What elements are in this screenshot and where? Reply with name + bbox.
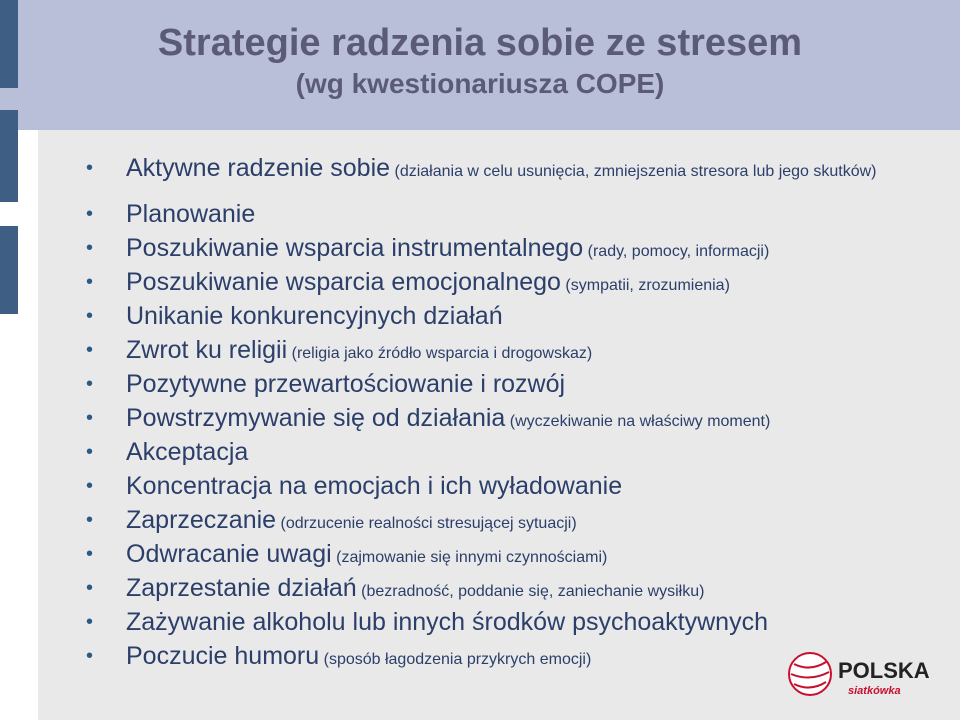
item-note: (zajmowanie się innymi czynnościami) xyxy=(336,549,608,566)
slide-title xyxy=(0,20,960,102)
item-main: Zaprzestanie działań xyxy=(126,574,357,602)
item-note: (działania w celu usunięcia, zmniejszenia stresora lub jego skutków) xyxy=(394,163,877,180)
list-item xyxy=(86,299,886,333)
item-note: (bezradność, poddanie się, zaniechanie wysiłku) xyxy=(361,583,705,600)
item-note: (odrzucenie realności stresującej sytuacji) xyxy=(280,515,577,532)
list-item xyxy=(86,265,886,299)
item-main: Planowanie xyxy=(126,200,256,228)
bullet-icon: • xyxy=(86,271,94,293)
slide-title-line2: (wg kwestionariusza COPE) xyxy=(295,68,665,99)
bullet-icon: • xyxy=(86,509,94,531)
list-item xyxy=(86,469,886,503)
list-item xyxy=(86,435,886,469)
item-main: Zażywanie alkoholu lub innych środków psychoaktywnych xyxy=(126,608,768,636)
item-main: Poczucie humoru xyxy=(126,642,320,670)
logo-main-text: POLSKA xyxy=(838,658,930,683)
item-main: Unikanie konkurencyjnych działań xyxy=(126,302,503,330)
item-note: (sposób łagodzenia przykrych emocji) xyxy=(323,651,592,668)
list-item xyxy=(86,503,886,537)
list-item xyxy=(86,367,886,401)
bullet-icon: • xyxy=(86,237,94,259)
bullet-icon: • xyxy=(86,475,94,497)
logo-sub-text: siatkówka xyxy=(848,685,901,697)
item-main: Zwrot ku religii xyxy=(126,336,288,364)
item-note: (religia jako źródło wsparcia i drogowskaz) xyxy=(291,345,593,362)
side-bar-segment xyxy=(0,110,18,202)
list-item xyxy=(86,537,886,571)
volleyball-logo-icon xyxy=(786,648,950,700)
item-main: Aktywne radzenie sobie xyxy=(126,154,391,182)
slide-title-line1: Strategie radzenia sobie ze stresem xyxy=(157,22,803,64)
list-item xyxy=(86,197,886,231)
item-main: Poszukiwanie wsparcia instrumentalnego xyxy=(126,234,584,262)
item-note: (wyczekiwanie na właściwy moment) xyxy=(509,413,771,430)
list-item xyxy=(86,156,886,184)
list-item xyxy=(86,639,886,673)
item-main: Akceptacja xyxy=(126,438,249,466)
item-main: Zaprzeczanie xyxy=(126,506,277,534)
item-note: (sympatii, zrozumienia) xyxy=(565,277,730,294)
bullet-icon: • xyxy=(86,611,94,633)
list-item xyxy=(86,231,886,265)
bullet-icon: • xyxy=(86,339,94,361)
strategy-list xyxy=(86,156,886,673)
item-main: Koncentracja na emocjach i ich wyładowanie xyxy=(126,472,623,500)
bullet-icon: • xyxy=(86,441,94,463)
bullet-icon: • xyxy=(86,305,94,327)
bullet-icon: • xyxy=(86,407,94,429)
list-item xyxy=(86,401,886,435)
bullet-icon: • xyxy=(86,577,94,599)
bullet-icon: • xyxy=(86,543,94,565)
bullet-icon: • xyxy=(86,373,94,395)
item-main: Poszukiwanie wsparcia emocjonalnego xyxy=(126,268,561,296)
list-item xyxy=(86,571,886,605)
bullet-icon: • xyxy=(86,157,94,179)
side-bar-segment xyxy=(0,226,18,314)
list-item xyxy=(86,333,886,367)
item-main: Powstrzymywanie się od działania xyxy=(126,404,506,432)
item-main: Pozytywne przewartościowanie i rozwój xyxy=(126,370,566,398)
bullet-icon: • xyxy=(86,203,94,225)
list-item xyxy=(86,605,886,639)
item-main: Odwracanie uwagi xyxy=(126,540,332,568)
item-note: (rady, pomocy, informacji) xyxy=(587,243,770,260)
bullet-icon: • xyxy=(86,645,94,667)
polska-siatkowka-logo xyxy=(786,648,950,700)
